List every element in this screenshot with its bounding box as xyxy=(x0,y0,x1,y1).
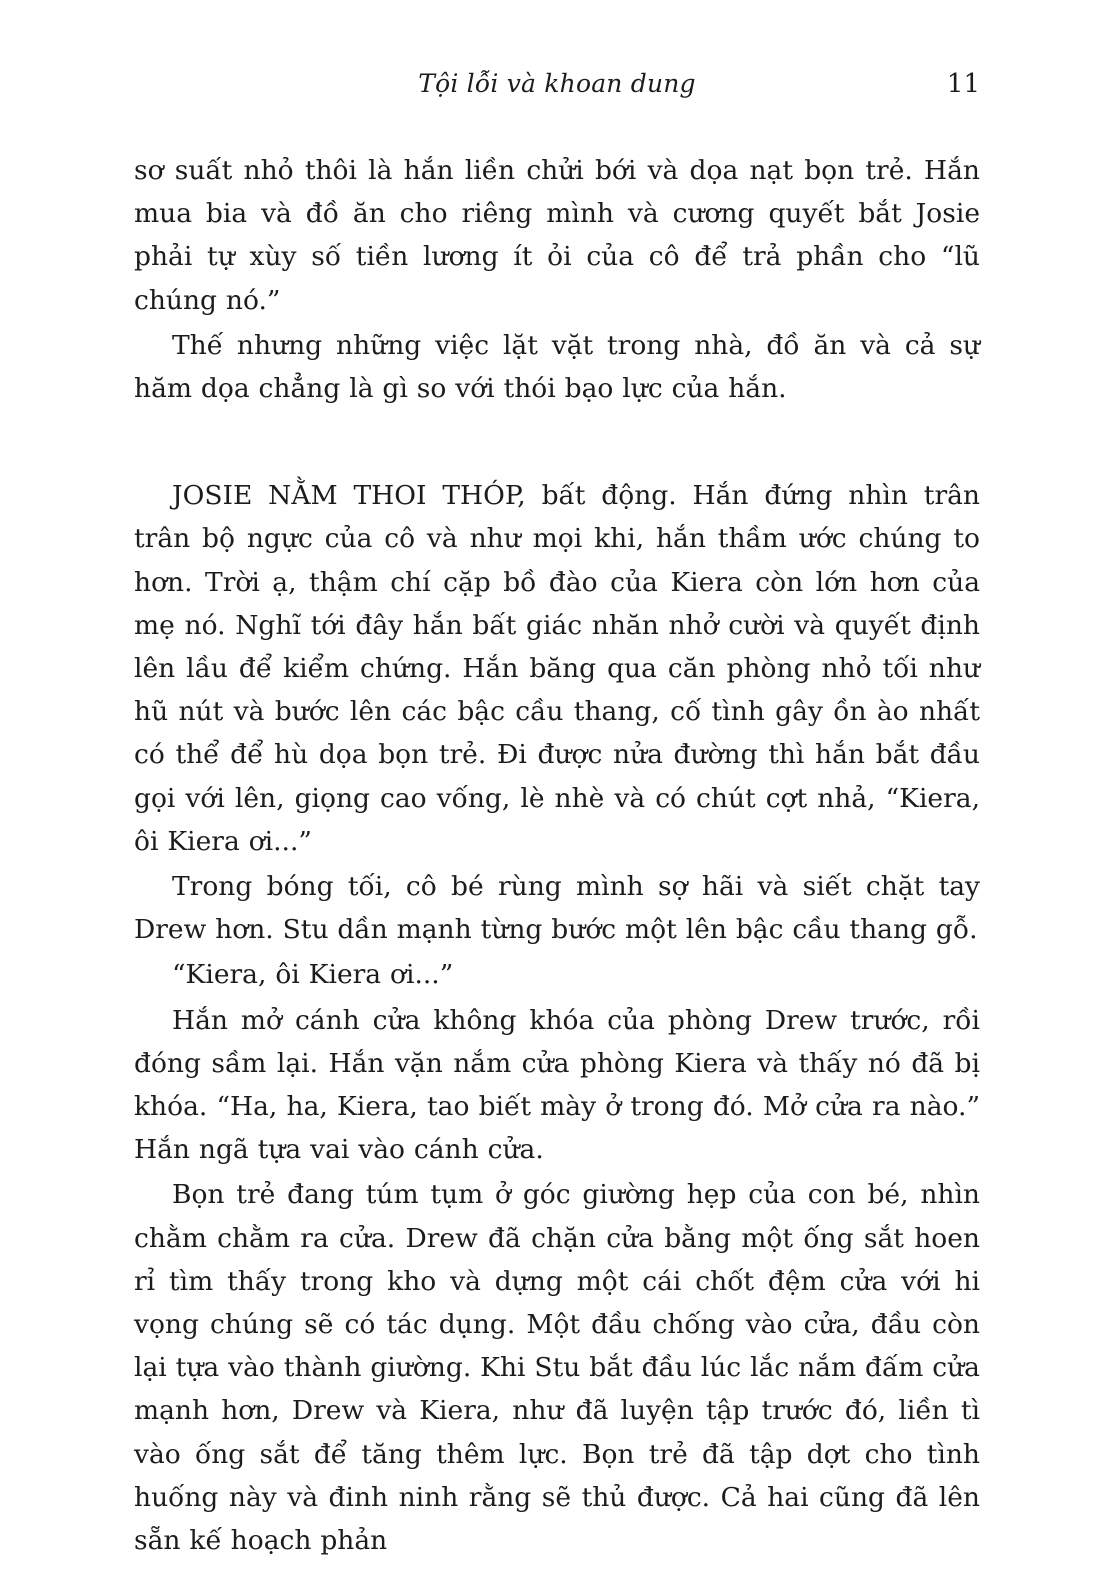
running-header xyxy=(134,64,980,104)
paragraph: Hắn mở cánh cửa không khóa của phòng Drew trước, rồi đóng sầm lại. Hắn vặn nắm cửa phòng Kiera và thấy nó đã bị khóa. “Ha, ha, Kiera, tao biết mày ở trong đó. Mở cửa ra nào.” Hắn ngã tựa vai vào cánh cửa. xyxy=(134,1004,980,1166)
paragraph: Thế nhưng những việc lặt vặt trong nhà, đồ ăn và cả sự hăm dọa chẳng là gì so với thói bạo lực của hắn. xyxy=(134,329,980,405)
paragraph: Trong bóng tối, cô bé rùng mình sợ hãi và siết chặt tay Drew hơn. Stu dần mạnh từng bước một lên bậc cầu thang gỗ. xyxy=(134,871,980,946)
paragraph: JOSIE NẰM THOI THÓP, bất động. Hắn đứng nhìn trân trân bộ ngực của cô và như mọi khi, hắn thầm ước chúng to hơn. Trời ạ, thậm chí cặp bồ đào của Kiera còn lớn hơn của mẹ nó. Nghĩ tới đây hắn bất giác nhăn nhở cười và quyết định lên lầu để kiểm chứng. Hắn băng qua căn phòng nhỏ tối như hũ nút và bước lên các bậc cầu thang, cố tình gây ồn ào nhất có thể để hù dọa bọn trẻ. Đi được nửa đường thì hắn bắt đầu gọi với lên, giọng cao vống, lè nhè và có chút cợt nhả, “Kiera, ôi Kiera ơi...” xyxy=(134,480,980,857)
chapter-title: Tội lỗi và khoan dung xyxy=(418,69,696,98)
section-break xyxy=(134,410,980,474)
paragraph: “Kiera, ôi Kiera ơi...” xyxy=(172,959,454,991)
paragraph: Bọn trẻ đang túm tụm ở góc giường hẹp của con bé, nhìn chằm chằm ra cửa. Drew đã chặn cửa bằng một ống sắt hoen rỉ tìm thấy trong kho và dựng một cái chốt đệm cửa với hi vọng chúng sẽ có tác dụng. Một đầu chống vào cửa, đầu còn lại tựa vào thành giường. Khi Stu bắt đầu lúc lắc nắm đấm cửa mạnh hơn, Drew và Kiera, như đã luyện tập trước đó, liền tì vào ống sắt để tăng thêm lực. Bọn trẻ đã tập dợt cho tình huống này và đinh ninh rằng sẽ thủ được. Cả hai cũng đã lên sẵn kế hoạch phản xyxy=(134,1179,980,1557)
paragraph: sơ suất nhỏ thôi là hắn liền chửi bới và dọa nạt bọn trẻ. Hắn mua bia và đồ ăn cho riêng mình và cương quyết bắt Josie phải tự xùy số tiền lương ít ỏi của cô để trả phần cho “lũ chúng nó.” xyxy=(134,155,980,316)
body-text xyxy=(134,149,980,1562)
page-number: 11 xyxy=(946,69,980,99)
